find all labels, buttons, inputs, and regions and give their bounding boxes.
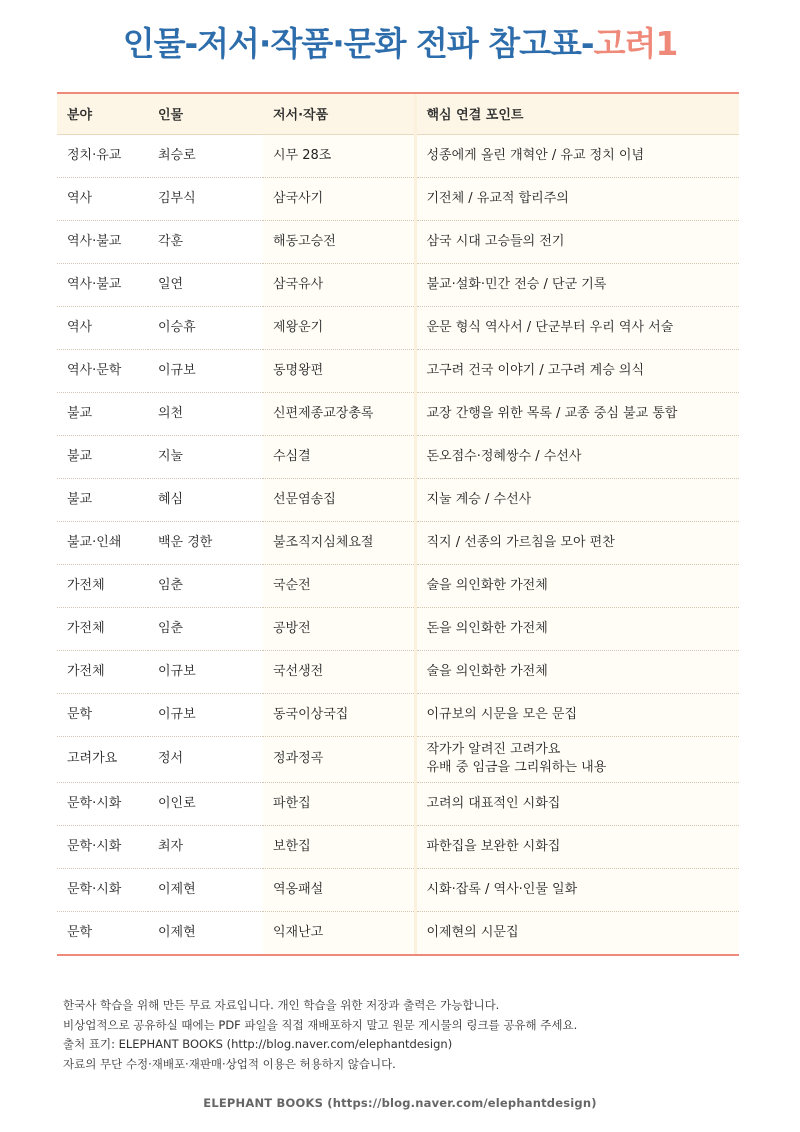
cell-person: 최자 <box>148 825 263 868</box>
usage-notice <box>63 996 763 1074</box>
table-body <box>57 134 739 954</box>
cell-person: 임춘 <box>148 564 263 607</box>
table-row <box>57 782 739 825</box>
cell-point: 고려의 대표적인 시화집 <box>415 782 739 825</box>
cell-field: 역사·불교 <box>57 263 148 306</box>
cell-field: 문학 <box>57 693 148 736</box>
cell-work: 국순전 <box>263 564 415 607</box>
cell-point: 운문 형식 역사서 / 단군부터 우리 역사 서술 <box>415 306 739 349</box>
table-header <box>57 94 739 134</box>
cell-field: 역사 <box>57 177 148 220</box>
cell-field: 불교·인쇄 <box>57 521 148 564</box>
cell-point: 돈오점수·정혜쌍수 / 수선사 <box>415 435 739 478</box>
cell-point: 이규보의 시문을 모은 문집 <box>415 693 739 736</box>
cell-person: 이제현 <box>148 911 263 954</box>
table-row <box>57 134 739 177</box>
cell-person: 최승로 <box>148 134 263 177</box>
cell-person: 의천 <box>148 392 263 435</box>
cell-point: 지눌 계승 / 수선사 <box>415 478 739 521</box>
header-point: 핵심 연결 포인트 <box>415 94 739 134</box>
cell-field: 가전체 <box>57 607 148 650</box>
cell-work: 정과정곡 <box>263 736 415 782</box>
header-field: 분야 <box>57 94 148 134</box>
cell-person: 혜심 <box>148 478 263 521</box>
title-main: 인물-저서·작품·문화 전파 참고표- <box>122 24 594 63</box>
cell-field: 역사·불교 <box>57 220 148 263</box>
cell-point: 술을 의인화한 가전체 <box>415 564 739 607</box>
cell-point-line-1: 작가가 알려진 고려가요 <box>426 742 561 757</box>
cell-field: 정치·유교 <box>57 134 148 177</box>
notice-line: 비상업적으로 공유하실 때에는 PDF 파일을 직접 재배포하지 말고 원문 게시물의 링크를 공유해 주세요. <box>63 1017 578 1032</box>
cell-field: 불교 <box>57 392 148 435</box>
cell-work: 동명왕편 <box>263 349 415 392</box>
cell-point-line-2: 유배 중 임금을 그리워하는 내용 <box>426 760 607 775</box>
cell-point: 파한집을 보완한 시화집 <box>415 825 739 868</box>
cell-person: 이규보 <box>148 349 263 392</box>
cell-field: 문학·시화 <box>57 825 148 868</box>
cell-person: 이규보 <box>148 693 263 736</box>
cell-work: 삼국유사 <box>263 263 415 306</box>
cell-person: 정서 <box>148 736 263 782</box>
table-row <box>57 868 739 911</box>
cell-work: 삼국사기 <box>263 177 415 220</box>
cell-work: 공방전 <box>263 607 415 650</box>
table-row <box>57 177 739 220</box>
cell-point: 이제현의 시문집 <box>415 911 739 954</box>
cell-work: 선문염송집 <box>263 478 415 521</box>
notice-line: 한국사 학습을 위해 만든 무료 자료입니다. 개인 학습을 위한 저장과 출력은 가능합니다. <box>63 998 500 1012</box>
cell-point: 교장 간행을 위한 목록 / 교종 중심 불교 통합 <box>415 392 739 435</box>
cell-work: 제왕운기 <box>263 306 415 349</box>
table-row <box>57 392 739 435</box>
table-row <box>57 564 739 607</box>
table-row <box>57 607 739 650</box>
reference-table <box>57 94 739 954</box>
title-accent: 고려1 <box>593 24 678 63</box>
cell-point <box>415 736 739 782</box>
cell-person: 일연 <box>148 263 263 306</box>
cell-person: 백운 경한 <box>148 521 263 564</box>
cell-work: 역옹패설 <box>263 868 415 911</box>
cell-field: 가전체 <box>57 650 148 693</box>
page-title <box>0 18 800 70</box>
cell-field: 역사·문학 <box>57 349 148 392</box>
table-row <box>57 220 739 263</box>
table-row <box>57 306 739 349</box>
cell-field: 문학 <box>57 911 148 954</box>
cell-field: 불교 <box>57 435 148 478</box>
cell-work: 동국이상국집 <box>263 693 415 736</box>
cell-field: 문학·시화 <box>57 782 148 825</box>
cell-point: 고구려 건국 이야기 / 고구려 계승 의식 <box>415 349 739 392</box>
cell-person: 이제현 <box>148 868 263 911</box>
table-row <box>57 435 739 478</box>
reference-table-wrapper <box>57 92 739 956</box>
table-row <box>57 263 739 306</box>
table-row <box>57 478 739 521</box>
cell-person: 김부식 <box>148 177 263 220</box>
cell-point: 불교·설화·민간 전승 / 단군 기록 <box>415 263 739 306</box>
cell-point: 직지 / 선종의 가르침을 모아 편찬 <box>415 521 739 564</box>
cell-field: 불교 <box>57 478 148 521</box>
table-row <box>57 650 739 693</box>
cell-work: 불조직지심체요절 <box>263 521 415 564</box>
table-row <box>57 349 739 392</box>
cell-work: 파한집 <box>263 782 415 825</box>
notice-line: 자료의 무단 수정·재배포·재판매·상업적 이용은 허용하지 않습니다. <box>63 1056 396 1071</box>
cell-point: 삼국 시대 고승들의 전기 <box>415 220 739 263</box>
cell-work: 국선생전 <box>263 650 415 693</box>
cell-point: 돈을 의인화한 가전체 <box>415 607 739 650</box>
cell-person: 이인로 <box>148 782 263 825</box>
table-row <box>57 521 739 564</box>
header-work: 저서·작품 <box>263 94 415 134</box>
cell-work: 익재난고 <box>263 911 415 954</box>
cell-work: 해동고승전 <box>263 220 415 263</box>
cell-person: 이규보 <box>148 650 263 693</box>
cell-work: 수심결 <box>263 435 415 478</box>
table-row <box>57 736 739 782</box>
cell-work: 보한집 <box>263 825 415 868</box>
table-row <box>57 693 739 736</box>
notice-line: 출처 표기: ELEPHANT BOOKS (http://blog.naver.com/elephantdesign) <box>63 1037 453 1051</box>
table-row <box>57 825 739 868</box>
cell-work: 시무 28조 <box>263 134 415 177</box>
header-person: 인물 <box>148 94 263 134</box>
cell-field: 가전체 <box>57 564 148 607</box>
table-header-row <box>57 94 739 134</box>
footer-credit: ELEPHANT BOOKS (https://blog.naver.com/elephantdesign) <box>203 1096 597 1110</box>
cell-point: 성종에게 올린 개혁안 / 유교 정치 이념 <box>415 134 739 177</box>
cell-point: 기전체 / 유교적 합리주의 <box>415 177 739 220</box>
cell-point: 시화·잡록 / 역사·인물 일화 <box>415 868 739 911</box>
cell-field: 역사 <box>57 306 148 349</box>
cell-point: 술을 의인화한 가전체 <box>415 650 739 693</box>
cell-person: 지눌 <box>148 435 263 478</box>
cell-person: 임춘 <box>148 607 263 650</box>
cell-field: 고려가요 <box>57 736 148 782</box>
cell-person: 이승휴 <box>148 306 263 349</box>
cell-person: 각훈 <box>148 220 263 263</box>
table-row <box>57 911 739 954</box>
cell-work: 신편제종교장총록 <box>263 392 415 435</box>
cell-field: 문학·시화 <box>57 868 148 911</box>
